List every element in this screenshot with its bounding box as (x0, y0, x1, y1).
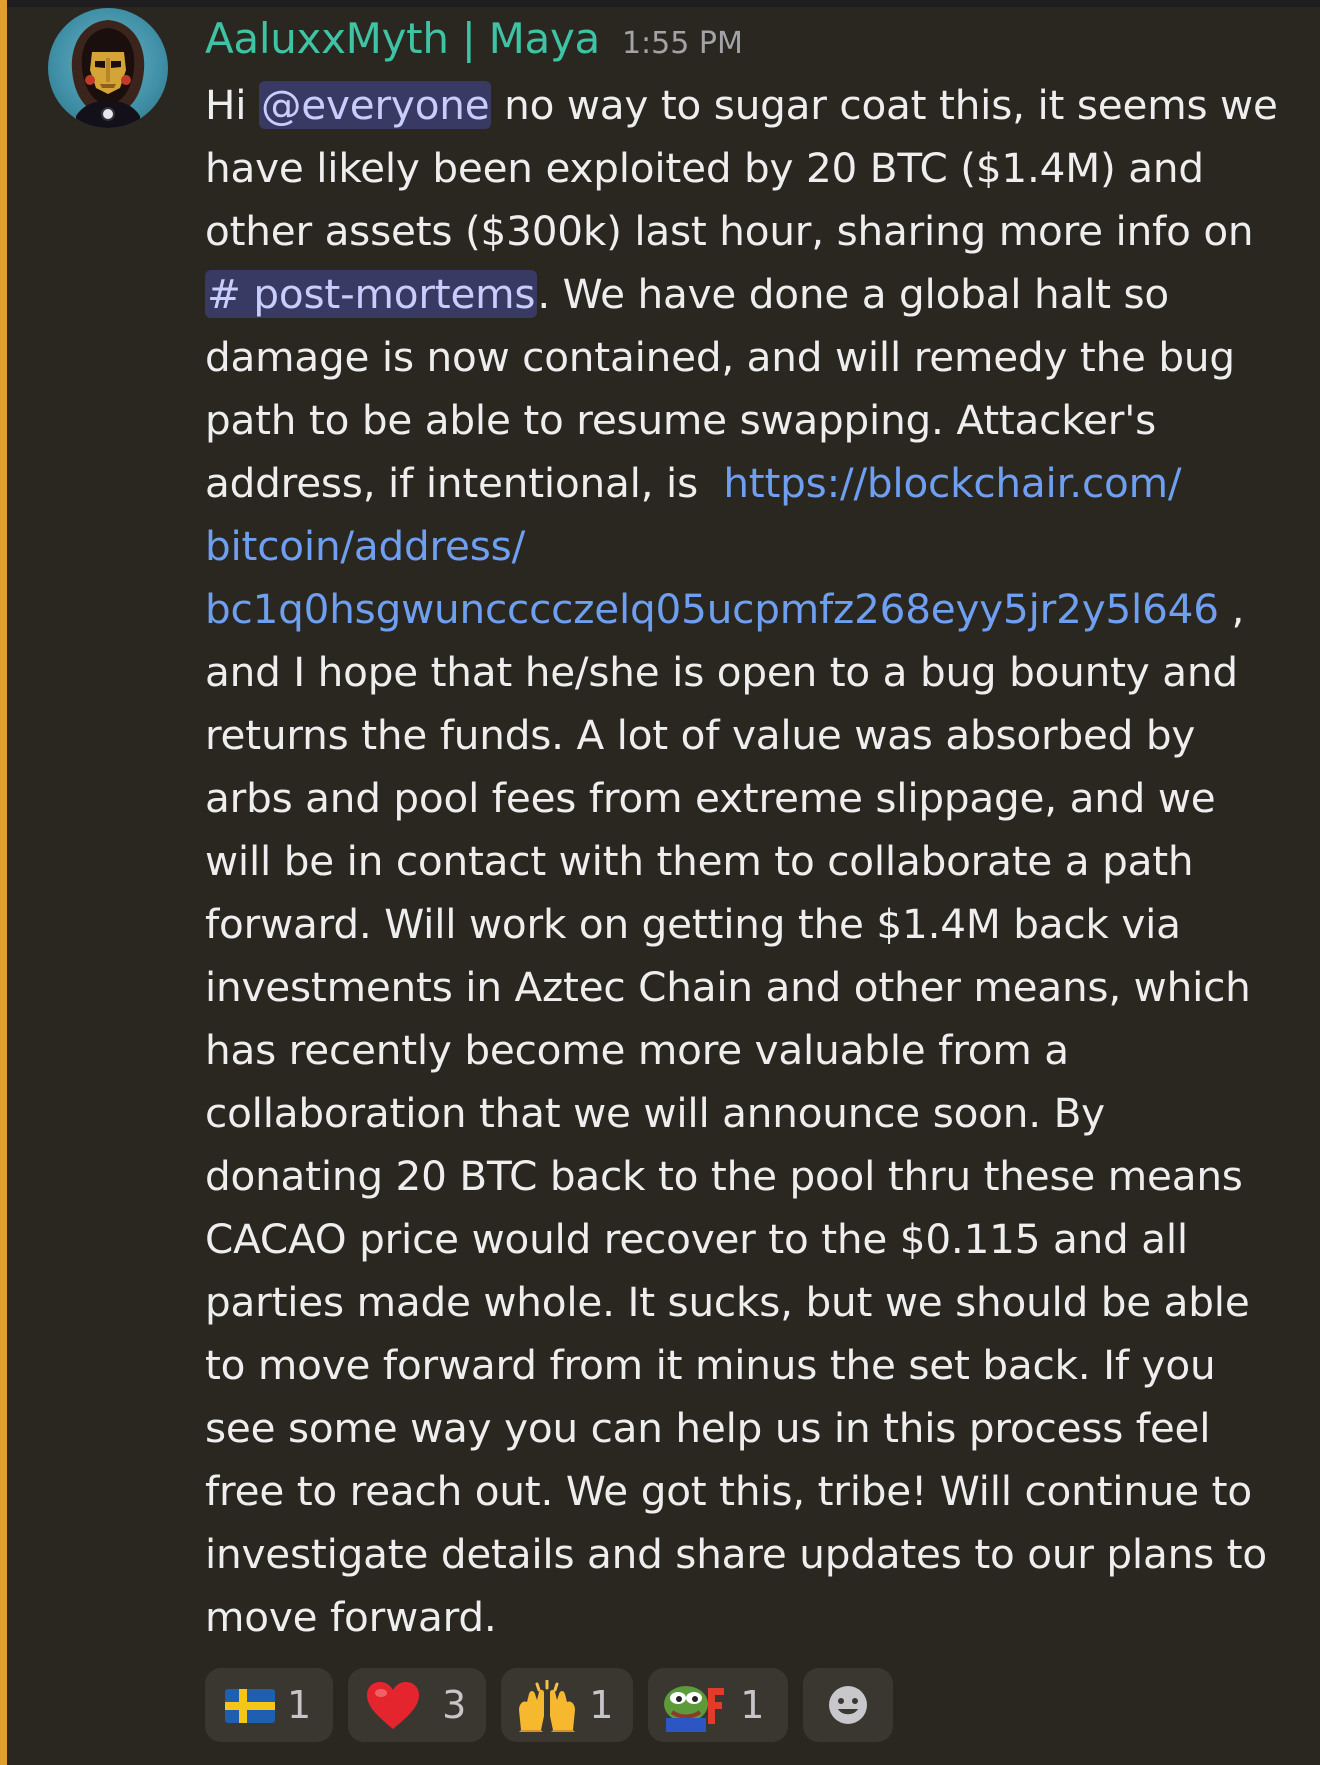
message-line (205, 1019, 1295, 1082)
reaction-bar (205, 1668, 903, 1742)
message-text: CACAO price would recover to the $0.115 and all (205, 1215, 1188, 1263)
red-heart-icon (366, 1681, 420, 1731)
message-header (205, 14, 743, 74)
message-text: to move forward from it minus the set back. If you (205, 1341, 1216, 1389)
message-text: have likely been exploited by 20 BTC ($1.4M) and (205, 144, 1204, 192)
message-line (205, 1082, 1295, 1145)
message-text: free to reach out. We got this, tribe! Will continue to (205, 1467, 1252, 1515)
message-line (205, 1334, 1295, 1397)
raising-hands-icon (515, 1680, 579, 1732)
message-line (205, 1586, 1295, 1649)
message-text: investments in Aztec Chain and other means, which (205, 963, 1251, 1011)
message-text: has recently become more valuable from a (205, 1026, 1069, 1074)
message-line (205, 704, 1295, 767)
message-text: arbs and pool fees from extreme slippage, and we (205, 774, 1216, 822)
message-text: see some way you can help us in this process feel (205, 1404, 1211, 1452)
message-line (205, 74, 1295, 137)
message-line (205, 515, 1295, 578)
message-line (205, 200, 1295, 263)
message-line (205, 1397, 1295, 1460)
message-text: will be in contact with them to collaborate a path (205, 837, 1194, 885)
message-text: Hi (205, 81, 259, 129)
avatar[interactable] (48, 8, 168, 128)
message-line (205, 893, 1295, 956)
author-name[interactable]: AaluxxMyth | Maya (205, 14, 600, 63)
message-line (205, 137, 1295, 200)
reaction-sweden-flag[interactable] (205, 1668, 333, 1742)
pepe-f-icon (662, 1680, 728, 1732)
message-line (205, 1460, 1295, 1523)
address-link[interactable]: bc1q0hsgwuncccczelq05ucpmfz268eyy5jr2y5l646 (205, 585, 1219, 633)
message-line (205, 389, 1295, 452)
reaction-raising-hands[interactable] (501, 1668, 633, 1742)
message-text: move forward. (205, 1593, 497, 1641)
message-text: no way to sugar coat this, it seems we (491, 81, 1278, 129)
message-line (205, 1208, 1295, 1271)
reaction-count: 3 (442, 1683, 467, 1727)
everyone-mention[interactable]: @everyone (260, 81, 490, 129)
reaction-pepe-f[interactable] (648, 1668, 788, 1742)
message-line (205, 1145, 1295, 1208)
message-text: collaboration that we will announce soon. By (205, 1089, 1105, 1137)
channel-mention[interactable]: # post-mortems (207, 270, 536, 318)
reaction-count: 1 (589, 1683, 614, 1727)
message-content (205, 74, 1295, 1649)
message-text: returns the funds. A lot of value was absorbed by (205, 711, 1196, 759)
sweden-flag-icon (225, 1689, 275, 1723)
message-text: other assets ($300k) last hour, sharing more info on (205, 207, 1254, 255)
add-reaction-button[interactable] (803, 1668, 893, 1742)
message-line (205, 263, 1295, 326)
hooded-helmet-avatar-icon (48, 8, 168, 128)
message-text: and I hope that he/she is open to a bug bounty and (205, 648, 1238, 696)
message-text: , (1218, 585, 1245, 633)
message-line (205, 956, 1295, 1019)
reaction-count: 1 (740, 1683, 765, 1727)
message-line (205, 1271, 1295, 1334)
add-reaction-smiley-icon (827, 1684, 869, 1726)
message-text: . We have done a global halt so (537, 270, 1169, 318)
message-line (205, 641, 1295, 704)
address-link[interactable]: https://blockchair.com/ (723, 459, 1182, 507)
message-text: donating 20 BTC back to the pool thru these means (205, 1152, 1243, 1200)
message-text: investigate details and share updates to our plans to (205, 1530, 1267, 1578)
message-line (205, 767, 1295, 830)
message-timestamp: 1:55 PM (621, 26, 743, 61)
reaction-count: 1 (287, 1683, 312, 1727)
address-link[interactable]: bitcoin/address/ (205, 522, 526, 570)
message-text: address, if intentional, is (205, 459, 724, 507)
message-text: path to be able to resume swapping. Attacker's (205, 396, 1157, 444)
message-text: damage is now contained, and will remedy the bug (205, 333, 1235, 381)
message-line (205, 1523, 1295, 1586)
message-line (205, 578, 1295, 641)
reaction-red-heart[interactable] (348, 1668, 486, 1742)
message-line (205, 830, 1295, 893)
message-text: forward. Will work on getting the $1.4M back via (205, 900, 1181, 948)
message-line (205, 326, 1295, 389)
message-line (205, 452, 1295, 515)
message-text: parties made whole. It sucks, but we should be able (205, 1278, 1250, 1326)
